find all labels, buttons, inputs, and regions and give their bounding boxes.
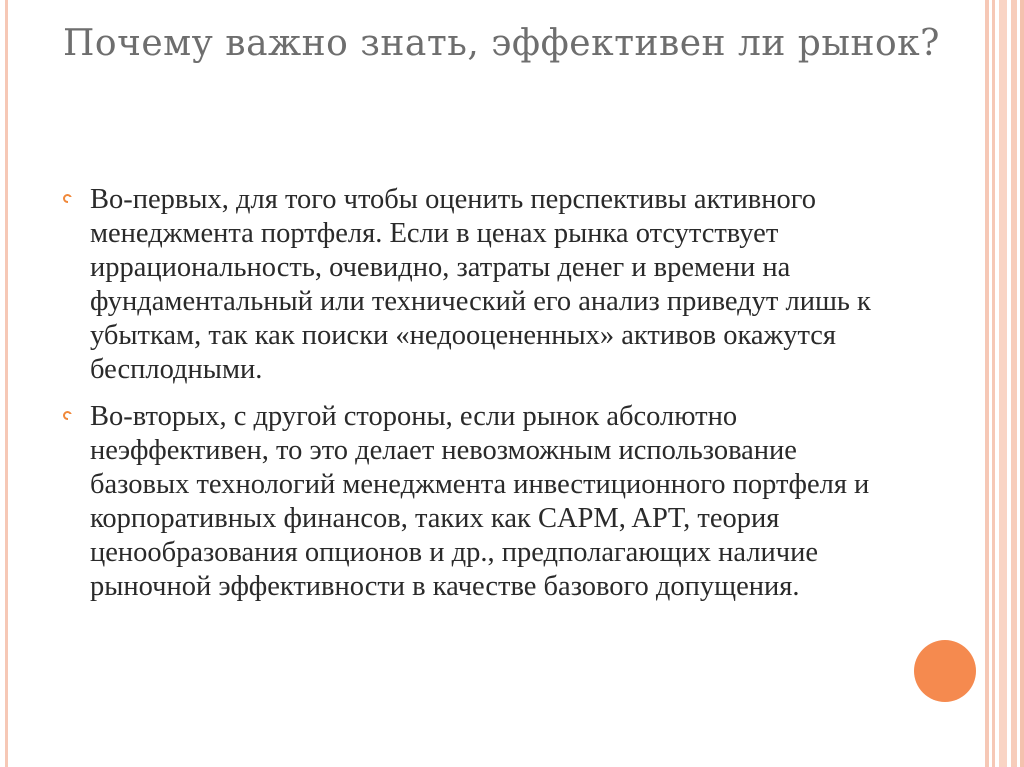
circle-bullet-icon: [63, 411, 72, 420]
bullet-item: [63, 400, 883, 604]
decorative-circle: [914, 640, 976, 702]
bullet-text: Во-вторых, с другой стороны, если рынок абсолютно неэффективен, то это делает невозможным использование базовых технологий менеджмента инвестиционного портфеля и корпоративных финансов, таких как CAPM, APT, теория ценообразования опционов и др., предполагающих наличие рыночной эффективности в качестве базового допущения.: [90, 401, 870, 602]
bullet-list: [63, 183, 883, 617]
frame-stripe-right-4: [1011, 0, 1017, 767]
frame-border-left: [5, 0, 8, 767]
frame-stripe-right-2: [992, 0, 995, 767]
slide-title: Почему важно знать, эффективен ли рынок?: [63, 23, 940, 64]
bullet-text: Во-первых, для того чтобы оценить перспективы активного менеджмента портфеля. Если в ценах рынка отсутствует иррациональность, очевидно, затраты денег и времени на фундаментальный или технический его анализ приведут лишь к убыткам, так как поиски «недооцененных» активов окажутся бесплодными.: [90, 184, 871, 385]
circle-bullet-icon: [63, 194, 72, 203]
bullet-item: [63, 183, 883, 387]
frame-stripe-right-3: [999, 0, 1007, 767]
frame-stripe-right-5: [1020, 0, 1024, 767]
frame-stripe-right-1: [985, 0, 989, 767]
